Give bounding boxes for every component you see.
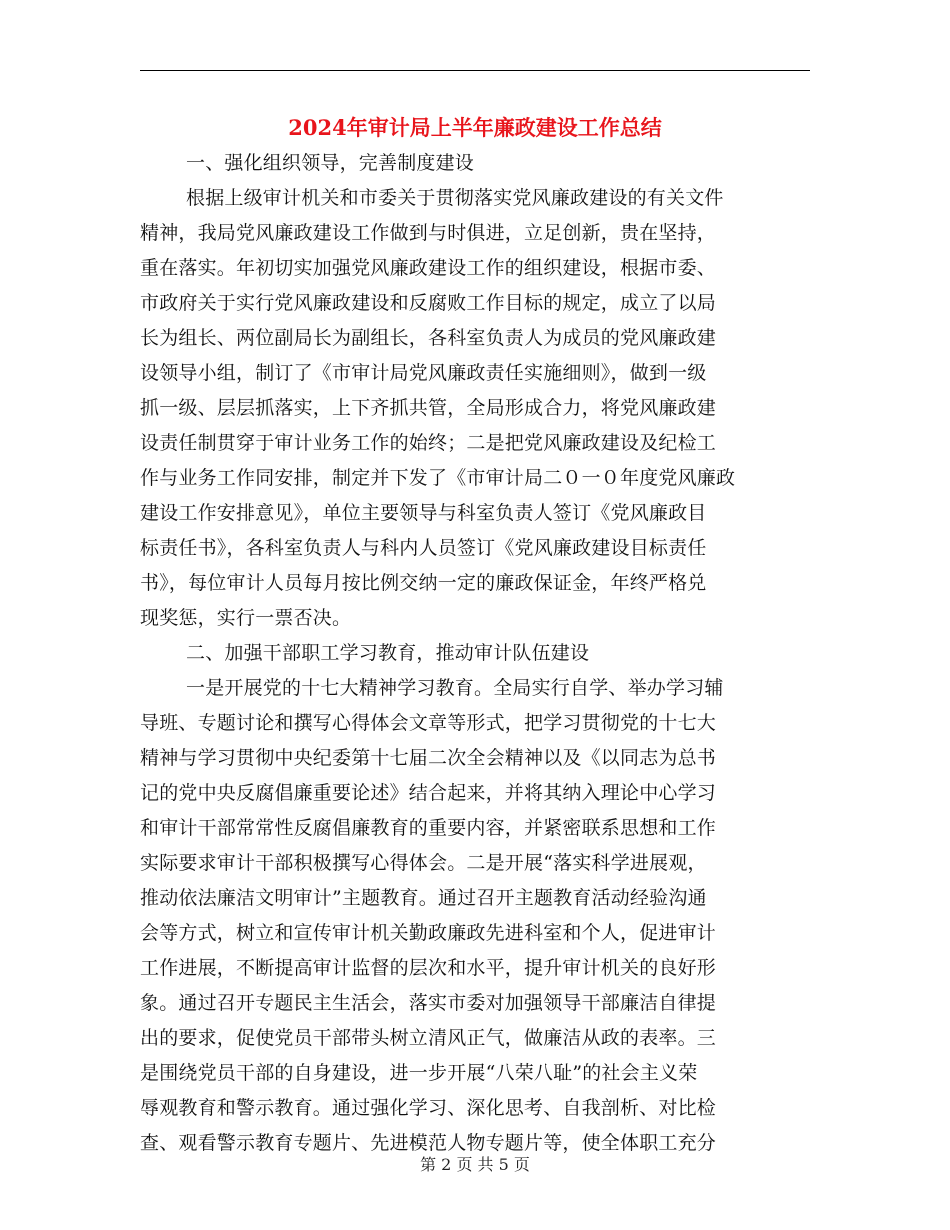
paragraph-line: 查、观看警示教育专题片、先进模范人物专题片等，使全体职工充分	[140, 1132, 717, 1154]
paragraph-line: 推动依法廉洁文明审计”主题教育。通过召开主题教育活动经验沟通	[140, 887, 707, 909]
paragraph-line: 抓一级、层层抓落实，上下齐抓共管，全局形成合力，将党风廉政建	[140, 397, 717, 419]
paragraph-line: 象。通过召开专题民主生活会，落实市委对加强领导干部廉洁自律提	[140, 992, 717, 1014]
paragraph-line: 一是开展党的十七大精神学习教育。全局实行自学、举办学习辅	[186, 677, 724, 699]
paragraph-line: 会等方式，树立和宣传审计机关勤政廉政先进科室和个人，促进审计	[140, 922, 717, 944]
paragraph-line: 精神与学习贯彻中央纪委第十七届二次全会精神以及《以同志为总书	[140, 747, 717, 769]
document-title: 2024年审计局上半年廉政建设工作总结	[288, 115, 662, 140]
paragraph-line: 精神，我局党风廉政建设工作做到与时俱进，立足创新，贵在坚持，	[140, 222, 717, 244]
header-rule	[140, 70, 810, 71]
paragraph-line: 长为组长、两位副局长为副组长，各科室负责人为成员的党风廉政建	[140, 327, 717, 349]
page-number: 第 2 页 共 5 页	[420, 1155, 530, 1174]
paragraph-line: 出的要求，促使党员干部带头树立清风正气，做廉洁从政的表率。三	[140, 1027, 717, 1049]
paragraph-line: 导班、专题讨论和撰写心得体会文章等形式，把学习贯彻党的十七大	[140, 712, 717, 734]
paragraph-line: 辱观教育和警示教育。通过强化学习、深化思考、自我剖析、对比检	[140, 1097, 717, 1119]
paragraph-line: 是围绕党员干部的自身建设，进一步开展“八荣八耻”的社会主义荣	[140, 1062, 698, 1084]
paragraph-line: 作与业务工作同安排，制定并下发了《市审计局二０一０年度党风廉政	[140, 467, 736, 489]
paragraph-line: 书》，每位审计人员每月按比例交纳一定的廉政保证金，年终严格兑	[140, 572, 707, 594]
paragraph-line: 市政府关于实行党风廉政建设和反腐败工作目标的规定，成立了以局	[140, 292, 717, 314]
paragraph-line: 设领导小组，制订了《市审计局党风廉政责任实施细则》，做到一级	[140, 362, 707, 384]
paragraph-line: 和审计干部常常性反腐倡廉教育的重要内容，并紧密联系思想和工作	[140, 817, 717, 839]
paragraph-line: 实际要求审计干部积极撰写心得体会。二是开展“落实科学进展观，	[140, 852, 707, 874]
paragraph-line: 工作进展，不断提高审计监督的层次和水平，提升审计机关的良好形	[140, 957, 717, 979]
section-heading-1: 一、强化组织领导，完善制度建设	[186, 152, 475, 174]
section-heading-2: 二、加强干部职工学习教育，推动审计队伍建设	[186, 642, 590, 664]
paragraph-line: 记的党中央反腐倡廉重要论述》结合起来，并将其纳入理论中心学习	[140, 782, 717, 804]
paragraph-line: 标责任书》，各科室负责人与科内人员签订《党风廉政建设目标责任	[140, 537, 707, 559]
paragraph-line: 根据上级审计机关和市委关于贯彻落实党风廉政建设的有关文件	[186, 187, 724, 209]
paragraph-line: 重在落实。年初切实加强党风廉政建设工作的组织建设，根据市委、	[140, 257, 717, 279]
paragraph-line: 设责任制贯穿于审计业务工作的始终；二是把党风廉政建设及纪检工	[140, 432, 717, 454]
paragraph-line: 现奖惩，实行一票否决。	[140, 607, 352, 629]
paragraph-line: 建设工作安排意见》，单位主要领导与科室负责人签订《党风廉政目	[140, 502, 707, 524]
